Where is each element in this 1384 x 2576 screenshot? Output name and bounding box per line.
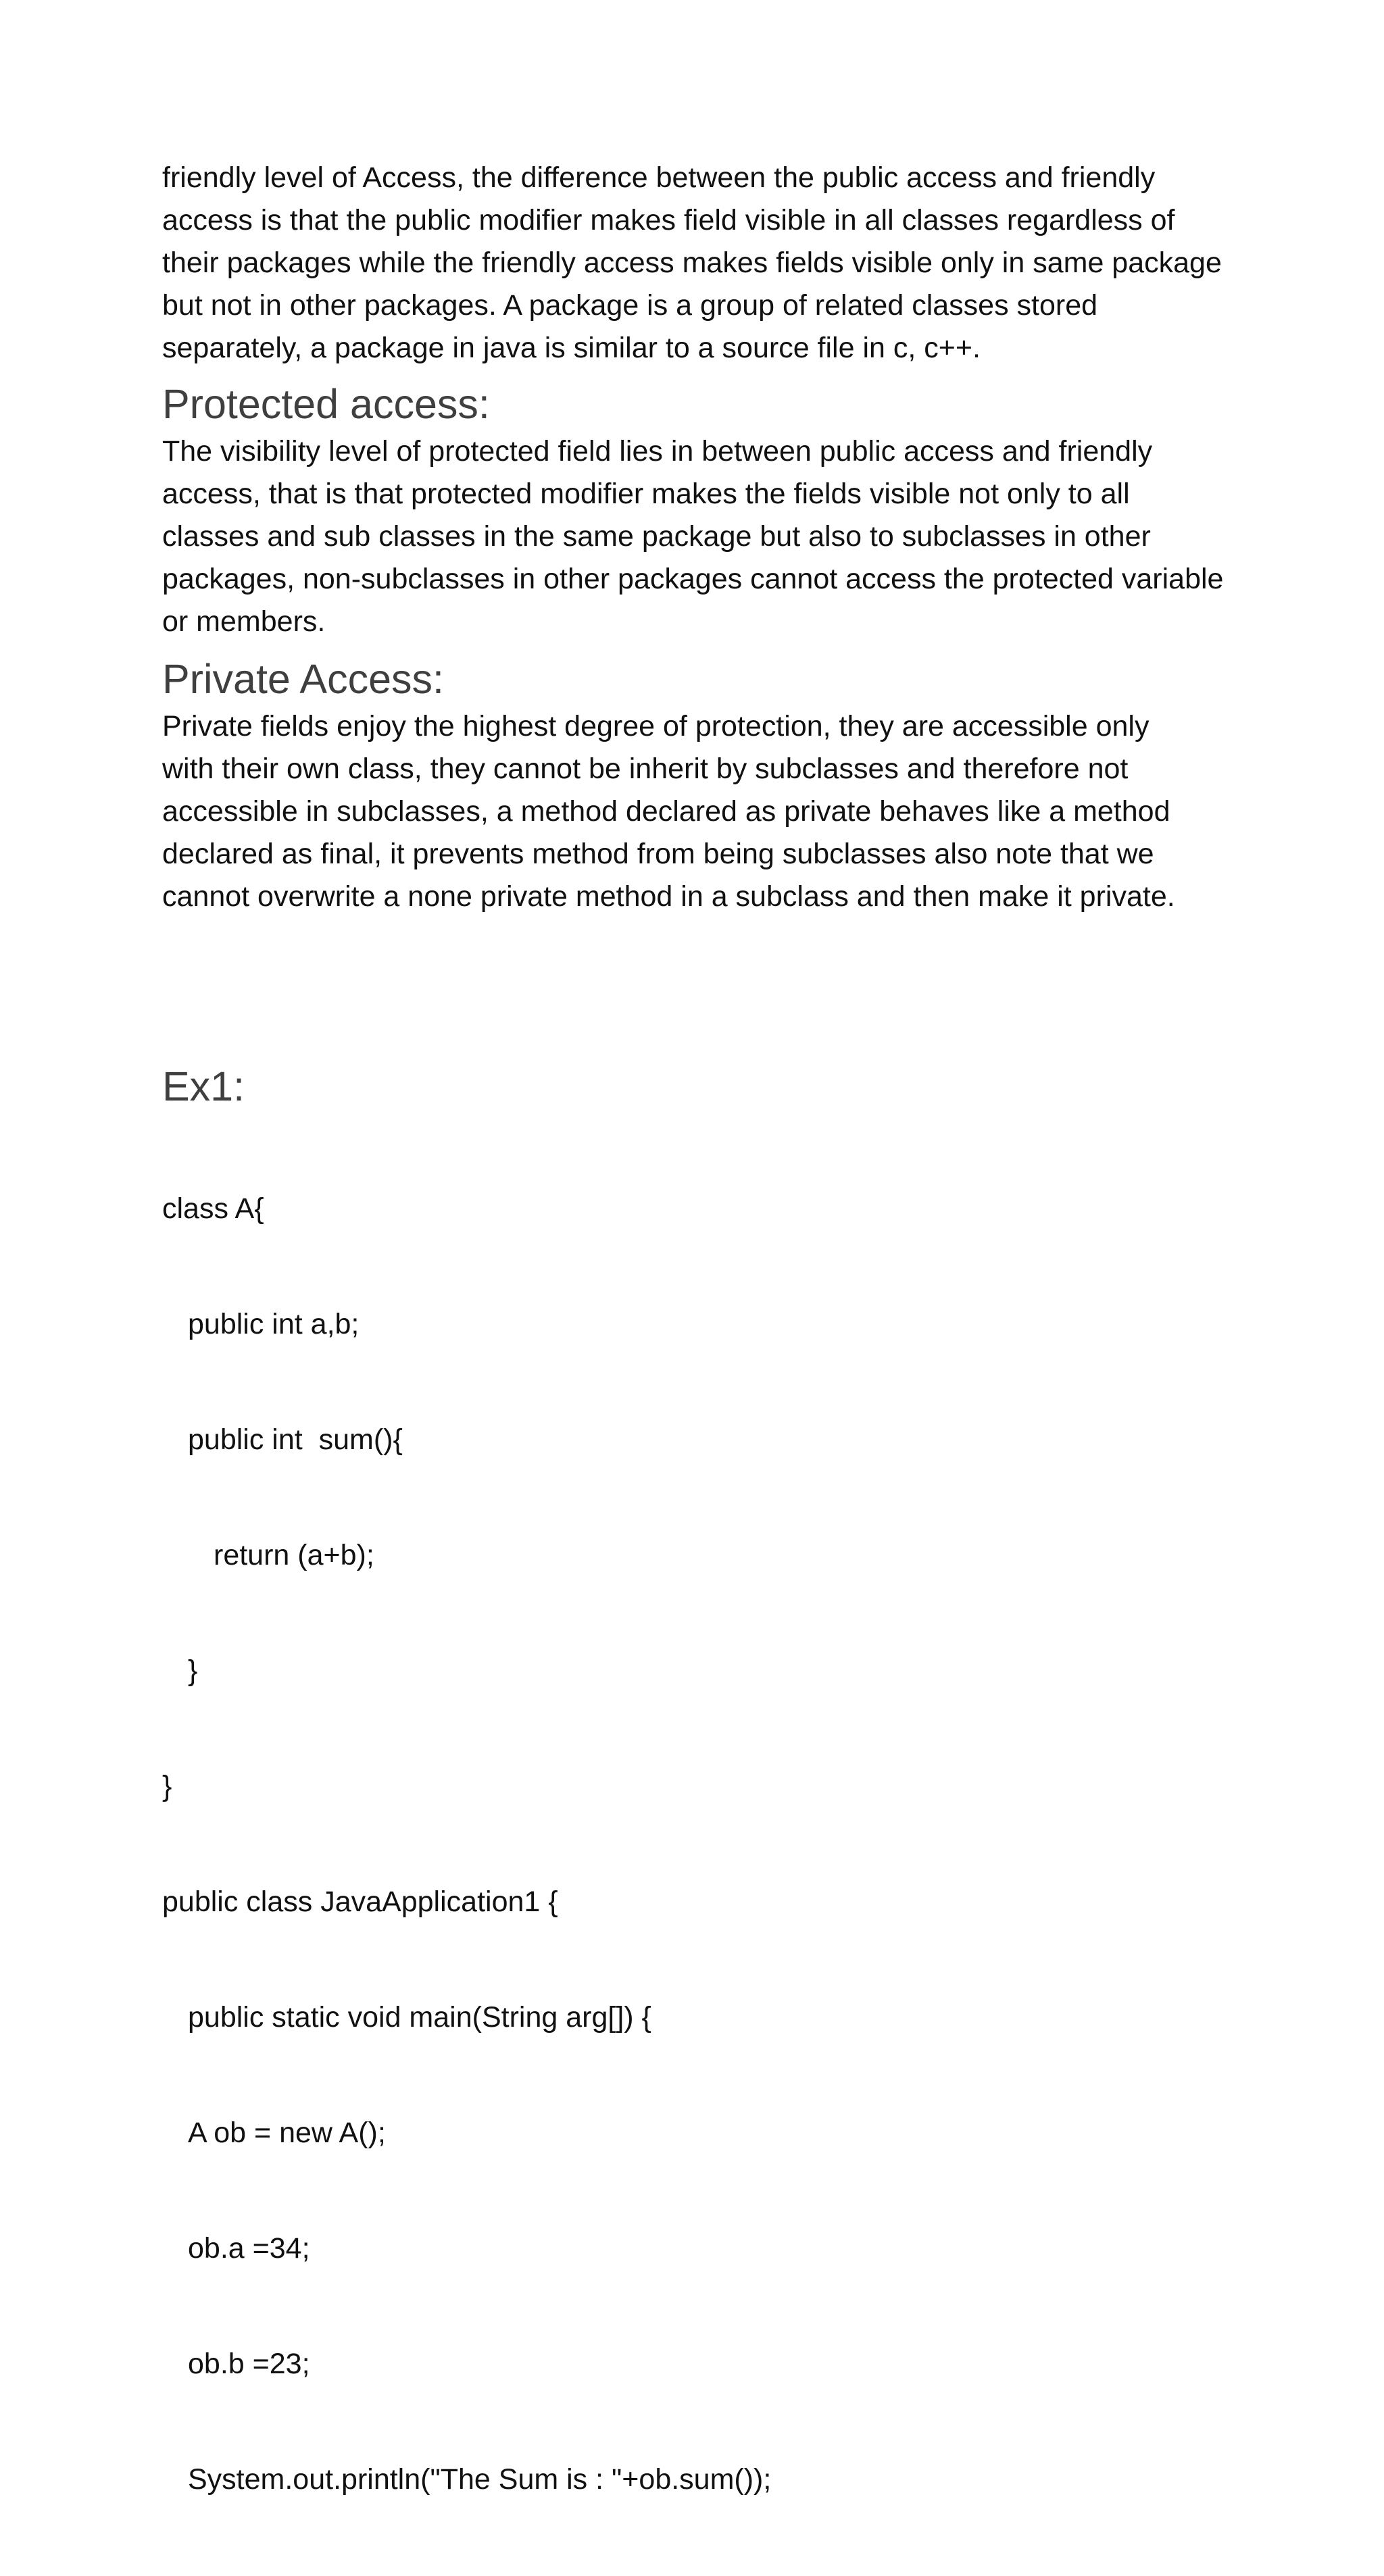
- private-line: with their own class, they cannot be inherit by subclasses and therefore not: [162, 753, 1129, 785]
- code-line: return (a+b);: [214, 1539, 374, 1571]
- code-line: public class JavaApplication1 {: [162, 1886, 558, 1918]
- code-line: A ob = new A();: [188, 2117, 386, 2149]
- private-line: cannot overwrite a none private method in a subclass and then make it private.: [162, 880, 1175, 913]
- intro-line: their packages while the friendly access makes fields visible only in same package: [162, 247, 1222, 279]
- private-line: declared as final, it prevents method from being subclasses also note that we: [162, 838, 1154, 870]
- example-heading: Ex1:: [162, 1063, 245, 1109]
- code-line: public int a,b;: [188, 1308, 360, 1340]
- protected-access-heading: Protected access:: [162, 381, 490, 427]
- code-line: }: [162, 1770, 172, 1802]
- code-line: System.out.println("The Sum is : "+ob.sum());: [188, 2463, 772, 2496]
- intro-line: but not in other packages. A package is a group of related classes stored: [162, 289, 1098, 322]
- intro-line: friendly level of Access, the difference between the public access and friendly: [162, 161, 1156, 194]
- protected-line: access, that is that protected modifier makes the fields visible not only to all: [162, 478, 1130, 510]
- protected-line: packages, non-subclasses in other packages cannot access the protected variable: [162, 563, 1224, 595]
- code-line: }: [188, 1655, 198, 1687]
- private-access-heading: Private Access:: [162, 656, 444, 702]
- code-block: [162, 1113, 1243, 2576]
- code-line: public static void main(String arg[]) {: [188, 2001, 651, 2034]
- protected-line: The visibility level of protected field lies in between public access and friendly: [162, 435, 1153, 468]
- code-line: ob.b =23;: [188, 2348, 310, 2380]
- protected-access-paragraph: [162, 430, 1243, 643]
- code-line: ob.a =34;: [188, 2232, 310, 2265]
- protected-line: classes and sub classes in the same package but also to subclasses in other: [162, 520, 1151, 553]
- intro-line: access is that the public modifier makes field visible in all classes regardless of: [162, 204, 1175, 236]
- code-line: class A{: [162, 1192, 264, 1225]
- private-line: accessible in subclasses, a method declared as private behaves like a method: [162, 795, 1170, 828]
- private-line: Private fields enjoy the highest degree of protection, they are accessible only: [162, 710, 1150, 742]
- code-line: public int sum(){: [188, 1423, 403, 1456]
- protected-line: or members.: [162, 605, 326, 638]
- document-page: [162, 157, 1243, 2576]
- intro-paragraph: [162, 157, 1243, 370]
- private-access-paragraph: [162, 705, 1243, 918]
- intro-line: separately, a package in java is similar to a source file in c, c++.: [162, 332, 981, 364]
